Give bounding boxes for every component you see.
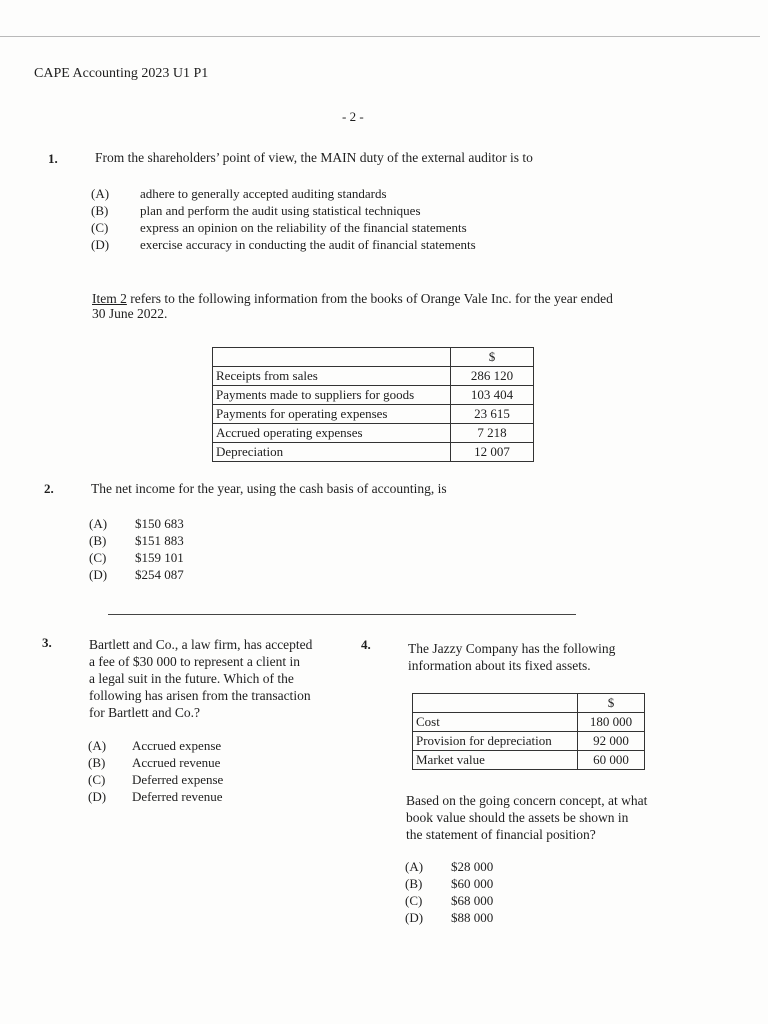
stem-line: a legal suit in the future. Which of the: [89, 671, 294, 686]
option-letter: (B): [405, 876, 423, 891]
row-value: 12 007: [451, 443, 534, 462]
stem-line: for Bartlett and Co.?: [89, 705, 200, 720]
question-2-options: [89, 515, 184, 583]
stem-line: the statement of financial position?: [406, 827, 596, 842]
option-a[interactable]: [89, 515, 184, 532]
stem-line: following has arisen from the transaction: [89, 688, 311, 703]
option-c[interactable]: [88, 771, 223, 788]
row-value: 23 615: [451, 405, 534, 424]
row-value: 92 000: [578, 732, 645, 751]
option-text: $88 000: [451, 910, 494, 925]
fixed-assets-table: [412, 693, 645, 770]
row-label: Depreciation: [213, 443, 451, 462]
option-text: $254 087: [135, 567, 184, 582]
item-2-intro: [92, 291, 672, 321]
question-2-stem: The net income for the year, using the cash basis of accounting, is: [91, 481, 447, 496]
option-b[interactable]: [88, 754, 223, 771]
question-3-number: 3.: [42, 635, 52, 650]
option-text: $150 683: [135, 516, 184, 531]
option-d[interactable]: [89, 566, 184, 583]
option-letter: (B): [89, 533, 107, 548]
option-c[interactable]: [89, 549, 184, 566]
option-text: $68 000: [451, 893, 494, 908]
option-d[interactable]: [405, 909, 493, 926]
page-number: - 2 -: [342, 109, 364, 124]
row-value: 180 000: [578, 713, 645, 732]
row-value: 103 404: [451, 386, 534, 405]
stem-line: Based on the going concern concept, at what: [406, 793, 648, 808]
option-text: $151 883: [135, 533, 184, 548]
item-2-intro-line-1: refers to the following information from the books of Orange Vale Inc. for the year ended: [126, 291, 613, 306]
top-rule: [0, 36, 760, 37]
table-row: [213, 424, 534, 443]
option-text: plan and perform the audit using statistical techniques: [140, 203, 421, 218]
option-letter: (D): [405, 910, 424, 925]
option-letter: (A): [405, 859, 424, 874]
option-text: Deferred revenue: [132, 789, 223, 804]
row-label: Accrued operating expenses: [213, 424, 451, 443]
row-label: Receipts from sales: [213, 367, 451, 386]
question-4-number: 4.: [361, 637, 371, 652]
row-label: Payments for operating expenses: [213, 405, 451, 424]
option-letter: (C): [88, 772, 106, 787]
table-row: [413, 751, 645, 770]
option-letter: (C): [405, 893, 423, 908]
option-c[interactable]: [91, 219, 476, 236]
currency-header: $: [578, 694, 645, 713]
option-b[interactable]: [91, 202, 476, 219]
option-text: Accrued revenue: [132, 755, 221, 770]
stem-line: Bartlett and Co., a law firm, has accepted: [89, 637, 313, 652]
option-letter: (A): [88, 738, 107, 753]
question-4-question: [406, 792, 654, 843]
row-label: Cost: [413, 713, 578, 732]
exam-header: CAPE Accounting 2023 U1 P1: [34, 66, 209, 81]
section-divider: [108, 614, 576, 615]
cash-info-table: [212, 347, 534, 462]
option-text: express an opinion on the reliability of the financial statements: [140, 220, 467, 235]
table-row: [213, 367, 534, 386]
question-3-stem: [89, 636, 337, 721]
row-value: 60 000: [578, 751, 645, 770]
row-label: Provision for depreciation: [413, 732, 578, 751]
row-value: 286 120: [451, 367, 534, 386]
option-d[interactable]: [88, 788, 223, 805]
option-letter: (A): [91, 186, 110, 201]
option-a[interactable]: [405, 858, 493, 875]
row-label: Market value: [413, 751, 578, 770]
option-a[interactable]: [88, 737, 223, 754]
question-2-number: 2.: [44, 481, 54, 496]
option-letter: (D): [89, 567, 108, 582]
option-letter: (A): [89, 516, 108, 531]
row-label: Payments made to suppliers for goods: [213, 386, 451, 405]
table-row: [213, 405, 534, 424]
question-1-number: 1.: [48, 151, 58, 166]
option-letter: (B): [91, 203, 109, 218]
option-b[interactable]: [89, 532, 184, 549]
option-letter: (C): [89, 550, 107, 565]
question-4-options: [405, 858, 493, 926]
option-text: Deferred expense: [132, 772, 224, 787]
option-text: $28 000: [451, 859, 494, 874]
stem-line: The Jazzy Company has the following: [408, 641, 616, 656]
option-text: $60 000: [451, 876, 494, 891]
question-1-stem: From the shareholders’ point of view, the MAIN duty of the external auditor is to: [95, 150, 533, 165]
question-1-options: [91, 185, 476, 253]
option-letter: (D): [88, 789, 107, 804]
table-row: [413, 732, 645, 751]
option-text: $159 101: [135, 550, 184, 565]
item-2-intro-line-2: 30 June 2022.: [92, 306, 168, 321]
question-4-stem: [408, 640, 656, 674]
option-c[interactable]: [405, 892, 493, 909]
option-letter: (C): [91, 220, 109, 235]
item-2-reference: Item 2: [92, 291, 127, 306]
stem-line: a fee of $30 000 to represent a client in: [89, 654, 301, 669]
question-3-options: [88, 737, 223, 805]
option-text: adhere to generally accepted auditing standards: [140, 186, 387, 201]
table-row: [213, 386, 534, 405]
stem-line: book value should the assets be shown in: [406, 810, 629, 825]
table-row: [413, 713, 645, 732]
currency-header: $: [451, 348, 534, 367]
option-letter: (D): [91, 237, 110, 252]
table-row: [213, 348, 534, 367]
row-value: 7 218: [451, 424, 534, 443]
option-a[interactable]: [91, 185, 476, 202]
option-text: exercise accuracy in conducting the audit of financial statements: [140, 237, 476, 252]
table-row: [213, 443, 534, 462]
table-row: [413, 694, 645, 713]
option-d[interactable]: [91, 236, 476, 253]
option-letter: (B): [88, 755, 106, 770]
option-text: Accrued expense: [132, 738, 222, 753]
option-b[interactable]: [405, 875, 493, 892]
stem-line: information about its fixed assets.: [408, 658, 591, 673]
